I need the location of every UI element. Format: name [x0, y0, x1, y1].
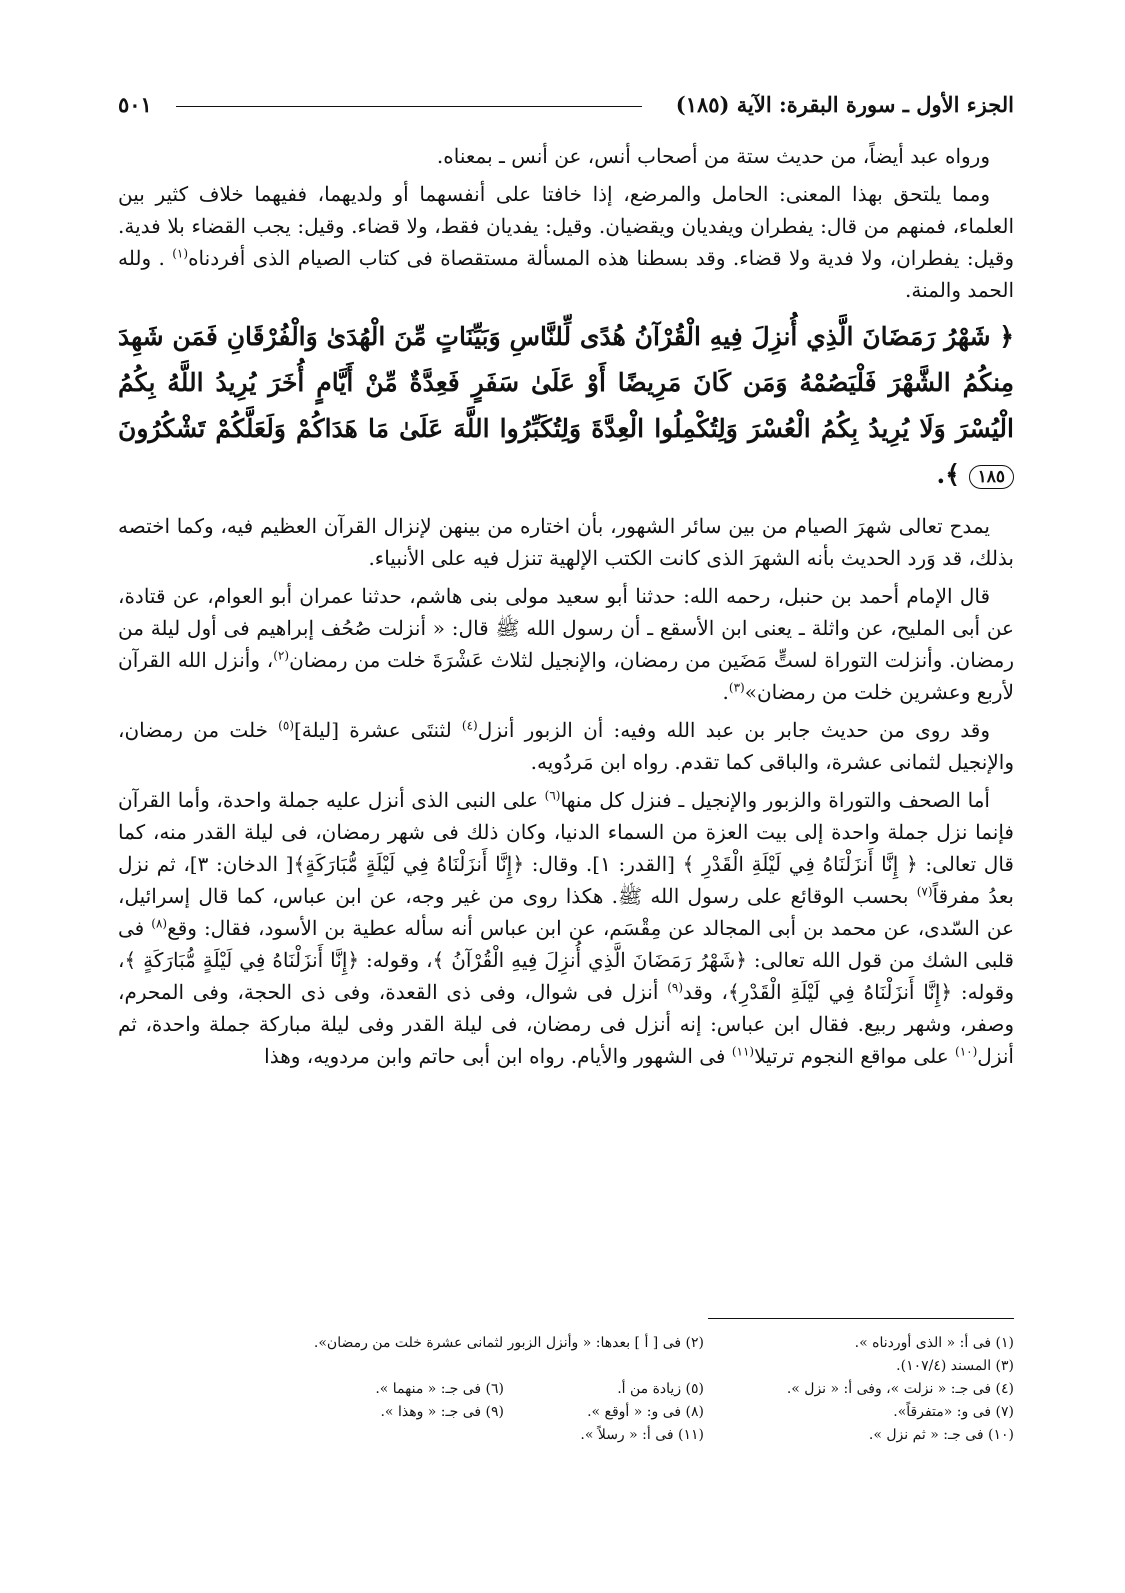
header-rule: [176, 106, 642, 107]
footnote-2: (٢) فى [ أ ] بعدها: « وأنزل الزبور لثمانى عشرة خلت من رمضان».: [313, 1335, 704, 1351]
footnote-rule: [708, 1318, 1014, 1319]
paragraph-5-b: لثنتَى عشرة [ليلة]: [294, 718, 462, 742]
footnote-4: (٤) فى جـ: « نزلت »، وفى أ: « نزل ».: [786, 1381, 1014, 1397]
footnote-row: [150, 1332, 1014, 1355]
footnote-1: (١) فى أ: « الذى أوردناه ».: [854, 1335, 1014, 1351]
main-text: [118, 140, 1014, 1078]
footnote-ref-6: (٦): [544, 788, 561, 803]
paragraph-4-end: .: [722, 680, 729, 704]
paragraph-6-b: على النبى الذى أنزل عليه جملة واحدة، وأما القرآن فإنما نزل جملة واحدة إلى بيت العزة من السماء الدنيا، وكان ذلك فى شهر رمضان، فى ليلة القدر منه، كما قال تعالى: ﴿ إِنَّا أَنزَلْنَاهُ فِي لَيْلَةِ الْقَدْرِ ﴾ [القدر: ١]. وقال: ﴿إِنَّا أَنزَلْنَاهُ فِي لَيْلَةٍ مُّبَارَكَةٍ﴾[ الدخان: ٣]، ثم نزل بعدُ مفرقاً: [118, 788, 1014, 908]
paragraph-2-end: . ولله الحمد والمنة.: [118, 246, 1014, 302]
footnote-11: (١١) فى أ: « رسلاً ».: [580, 1427, 704, 1443]
footnote-ref-5: (٥): [278, 718, 294, 733]
paragraph-5: [118, 714, 1014, 778]
footnote-10: (١٠) فى جـ: « ثم نزل ».: [868, 1427, 1014, 1443]
paragraph-4-text: قال الإمام أحمد بن حنبل، رحمه الله: حدثنا أبو سعيد مولى بنى هاشم، حدثنا عمران أبو العوام، عن قتادة، عن أبى المليح، عن واثلة ـ يعنى ابن الأسقع ـ أن رسول الله ﷺ قال: « أنزلت صُحُف إبراهيم فى أول ليلة من رمضان. وأنزلت التوراة لستٍّ مَضَين من رمضان، والإنجيل لثلاث عَشْرَةَ خلت من رمضان: [118, 584, 1014, 672]
footnote-7: (٧) فى و: «متفرقاً».: [893, 1404, 1014, 1420]
footnote-row: [150, 1355, 1014, 1378]
footnote-ref-4: (٤): [461, 718, 478, 733]
footnote-ref-10: (١٠): [955, 1044, 978, 1059]
footnote-ref-1: (١): [172, 246, 189, 261]
verse-text: ﴿ شَهْرُ رَمَضَانَ الَّذِي أُنزِلَ فِيهِ الْقُرْآنُ هُدًى لِّلنَّاسِ وَبَيِّنَاتٍ مِّنَ الْهُدَىٰ وَالْفُرْقَانِ فَمَن شَهِدَ مِنكُمُ الشَّهْرَ فَلْيَصُمْهُ وَمَن كَانَ مَرِيضًا أَوْ عَلَىٰ سَفَرٍ فَعِدَّةٌ مِّنْ أَيَّامٍ أُخَرَ يُرِيدُ اللَّهُ بِكُمُ الْيُسْرَ وَلَا يُرِيدُ بِكُمُ الْعُسْرَ وَلِتُكْمِلُوا الْعِدَّةَ وَلِتُكَبِّرُوا اللَّهَ عَلَىٰ مَا هَدَاكُمْ وَلَعَلَّكُمْ تَشْكُرُونَ: [118, 322, 1014, 443]
quran-verse: [118, 314, 1014, 498]
footnote-3: (٣) المسند (١٠٧/٤).: [896, 1358, 1014, 1374]
footnote-5: (٥) زيادة من أ.: [617, 1381, 704, 1397]
paragraph-5-a: وقد روى من حديث جابر بن عبد الله وفيه: أن الزبور أنزل: [477, 718, 990, 742]
paragraph-2-text: ومما يلتحق بهذا المعنى: الحامل والمرضع، إذا خافتا على أنفسهما أو ولديهما، ففيهما خلاف كثير بين العلماء، فمنهم من قال: يفطران ويفديان ويقضيان. وقيل: يفديان فقط، ولا قضاء. وقيل: يجب القضاء بلا فدية. وقيل: يفطران، ولا فدية ولا قضاء. وقد بسطنا هذه المسألة مستقصاة فى كتاب الصيام الذى أفردناه: [118, 182, 1015, 270]
paragraph-6-f: على مواقع النجوم ترتيلا: [754, 1044, 956, 1068]
paragraph-6-c: بحسب الوقائع على رسول الله ﷺ. هكذا روى من غير وجه، عن ابن عباس، كما قال إسرائيل، عن السّدى، عن محمد بن أبى المجالد عن مِقْسَم، عن ابن عباس أنه سأله عطية بن الأسود، فقال: وقع: [118, 884, 1014, 940]
footnote-9: (٩) فى جـ: « وهذا ».: [380, 1404, 504, 1420]
footnote-row: [150, 1424, 1014, 1447]
verse-number: ١٨٥: [969, 465, 1014, 489]
footnote-ref-7: (٧): [916, 884, 933, 899]
verse-end: ﴾.: [936, 460, 969, 489]
footnote-6: (٦) فى جـ: « منهما ».: [375, 1381, 504, 1397]
paragraph-6: [118, 784, 1014, 1072]
paragraph-1: ورواه عبد أيضاً، من حديث ستة من أصحاب أنس، عن أنس ـ بمعناه.: [436, 144, 990, 168]
paragraph-6-a: أما الصحف والتوراة والزبور والإنجيل ـ فنزل كل منها: [560, 788, 990, 812]
footnote-ref-9: (٩): [667, 980, 684, 995]
paragraph-3: يمدح تعالى شهرَ الصيام من بين سائر الشهور، بأن اختاره من بينهن لإنزال القرآن العظيم فيه، وكما اختصه بذلك، قد وَرد الحديث بأنه الشهرَ الذى كانت الكتب الإلهية تنزل فيه على الأنبياء.: [118, 514, 1014, 570]
footnote-ref-11: (١١): [731, 1044, 755, 1059]
paragraph-4-mid: ، وأنزل الله القرآن لأربع وعشرين خلت من رمضان»: [118, 648, 1014, 704]
running-title: الجزء الأول ـ سورة البقرة: الآية (١٨٥): [675, 92, 1014, 117]
footnote-ref-3: (٣): [728, 680, 745, 695]
paragraph-4: [118, 580, 1014, 708]
paragraph-6-d: فى قلبى الشك من قول الله تعالى: ﴿شَهْرُ رَمَضَانَ الَّذِي أُنزِلَ فِيهِ الْقُرْآنُ ﴾، وقوله: ﴿إِنَّا أَنزَلْنَاهُ فِي لَيْلَةٍ مُّبَارَكَةٍ ﴾، وقوله: ﴿إِنَّا أَنزَلْنَاهُ فِي لَيْلَةِ الْقَدْرِ﴾، وقد: [118, 916, 1015, 1004]
page-header: [118, 88, 1014, 128]
footnotes: [150, 1332, 1014, 1447]
footnote-row: [150, 1401, 1014, 1424]
paragraph-5-c: خلت من رمضان، والإنجيل لثمانى عشرة، والباقى كما تقدم. رواه ابن مَردُويه.: [118, 718, 1014, 774]
paragraph-6-g: فى الشهور والأيام. رواه ابن أبى حاتم وابن مردويه، وهذا: [264, 1044, 732, 1068]
footnote-8: (٨) فى و: « أوقع ».: [587, 1404, 704, 1420]
footnote-ref-2: (٢): [273, 648, 290, 663]
paragraph-6-e: أنزل فى شوال، وفى ذى القعدة، وفى ذى الحجة، وفى المحرم، وصفر، وشهر ربيع. فقال ابن عباس: إنه أنزل فى رمضان، فى ليلة القدر وفى ليلة مباركة جملة واحدة، ثم أنزل: [118, 980, 1014, 1068]
footnote-ref-8: (٨): [151, 916, 168, 931]
footnote-row: [150, 1378, 1014, 1401]
page-number: ٥٠١: [118, 92, 152, 117]
paragraph-2: [118, 178, 1014, 306]
